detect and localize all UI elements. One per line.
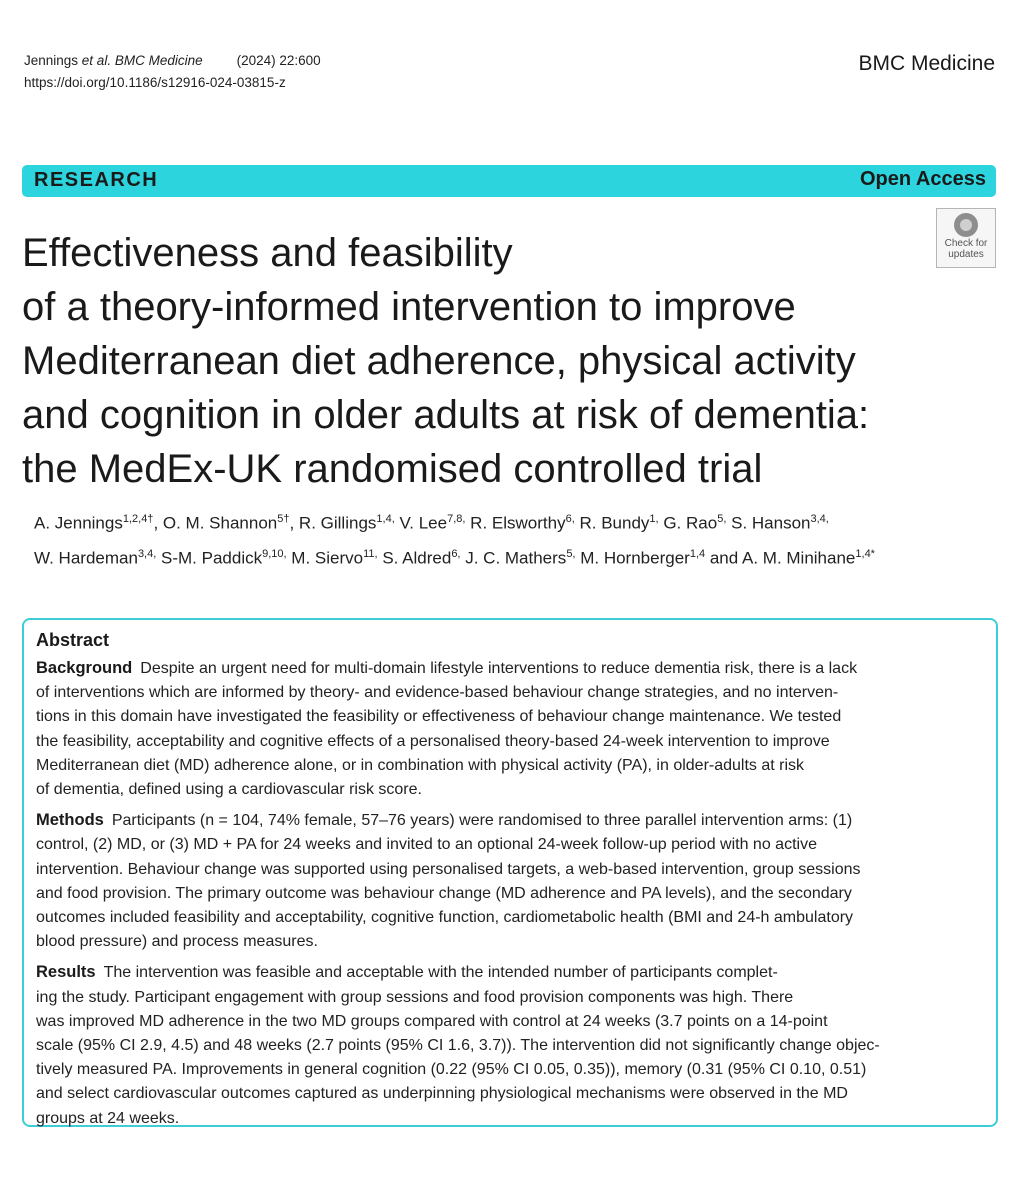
- citation-year: (2024) 22:600: [236, 53, 321, 68]
- results-line: and select cardiovascular outcomes captured as underpinning physiological mechanisms were observed in the MD: [36, 1085, 848, 1103]
- doi-link[interactable]: https://doi.org/10.1186/s12916-024-03815-z: [24, 75, 286, 90]
- title-line: and cognition in older adults at risk of dementia:: [22, 393, 870, 437]
- section-banner: [22, 165, 996, 197]
- methods-line: intervention. Behaviour change was supported using personalised targets, a web-based intervention, group sessions: [36, 860, 861, 878]
- check-updates-icon: [954, 213, 978, 237]
- background-line: of dementia, defined using a cardiovascular risk score.: [36, 781, 422, 799]
- background-line: of interventions which are informed by theory- and evidence-based behaviour change strategies, and no interven-: [36, 684, 839, 702]
- results-line: scale (95% CI 2.9, 4.5) and 48 weeks (2.7 points (95% CI 1.6, 3.7)). The intervention did not significantly change objec-: [36, 1037, 880, 1055]
- citation-header: [24, 50, 321, 94]
- methods-label: Methods: [36, 811, 104, 830]
- badge-line-1: Check for: [944, 238, 988, 249]
- abstract-results: [36, 960, 986, 1130]
- badge-line-2: updates: [948, 249, 984, 260]
- abstract-heading: Abstract: [36, 630, 110, 650]
- author-list: [34, 504, 994, 573]
- abstract-background: [36, 656, 986, 802]
- methods-line: blood pressure) and process measures.: [36, 933, 318, 951]
- title-line: of a theory-informed intervention to improve: [22, 285, 796, 329]
- methods-line: outcomes included feasibility and acceptability, cognitive function, cardiometabolic health (BMI and 24-h ambulatory: [36, 909, 854, 927]
- open-access-label: Open Access: [860, 168, 986, 190]
- results-line: tively measured PA. Improvements in general cognition (0.22 (95% CI 0.05, 0.35)), memory (0.31 (95% CI 0.10, 0.51): [36, 1061, 867, 1079]
- background-line: Background Despite an urgent need for multi-domain lifestyle interventions to reduce dementia risk, there is a lack: [36, 659, 858, 677]
- section-label: RESEARCH: [34, 169, 159, 191]
- abstract-methods: [36, 808, 986, 954]
- methods-line: control, (2) MD, or (3) MD + PA for 24 weeks and invited to an optional 24-week follow-up period with no active: [36, 836, 817, 854]
- background-line: the feasibility, acceptability and cognitive effects of a personalised theory-based 24-week intervention to improve: [36, 732, 830, 750]
- title-line: Mediterranean diet adherence, physical activity: [22, 339, 856, 383]
- abstract-box: [22, 618, 998, 1127]
- results-line: was improved MD adherence in the two MD groups compared with control at 24 weeks (3.7 points on a 14-point: [36, 1012, 828, 1030]
- background-line: Mediterranean diet (MD) adherence alone, or in combination with physical activity (PA), in older-adults at risk: [36, 756, 805, 774]
- results-line: groups at 24 weeks.: [36, 1109, 180, 1127]
- title-line: Effectiveness and feasibility: [22, 231, 513, 275]
- article-title: [22, 226, 942, 496]
- citation-line: [24, 50, 321, 72]
- results-label: Results: [36, 963, 96, 982]
- methods-line: Methods Participants (n = 104, 74% female, 57–76 years) were randomised to three parallel intervention arms: (1): [36, 811, 853, 830]
- title-line: the MedEx-UK randomised controlled trial: [22, 447, 763, 491]
- authors-line-2: W. Hardeman$^{3,4,}$ S-M. Paddick$^{9,10,}$ M. Siervo$^{11,}$ S. Aldred$^{6,}$ J. C. Mathers$^{5,}$ M. Hornberger$^{1,4}$ and A. M. Minihane$^{1,4*}$: [34, 547, 875, 568]
- check-for-updates-badge[interactable]: [936, 208, 996, 268]
- journal-name: BMC Medicine: [858, 52, 995, 75]
- results-line: Results The intervention was feasible and acceptable with the intended number of participants complet-: [36, 963, 778, 982]
- citation-etal: et al.: [81, 53, 112, 68]
- background-label: Background: [36, 659, 133, 677]
- citation-journal: BMC Medicine: [114, 53, 203, 68]
- background-line: tions in this domain have investigated the feasibility or effectiveness of behaviour change maintenance. We tested: [36, 708, 842, 726]
- authors-line-1: A. Jennings$^{1,2,4\dagger}$, O. M. Shannon$^{5\dagger}$, R. Gillings$^{1,4,}$ V. Lee$^{7,8,}$ R. Elsworthy$^{6,}$ R. Bundy$^{1,}$ G. Rao$^{5,}$ S. Hanson$^{3,4,}$: [34, 513, 829, 533]
- citation-authors: Jennings: [24, 53, 82, 68]
- results-line: ing the study. Participant engagement with group sessions and food provision components was high. There: [36, 988, 794, 1006]
- methods-line: and food provision. The primary outcome was behaviour change (MD adherence and PA levels), and the secondary: [36, 884, 852, 902]
